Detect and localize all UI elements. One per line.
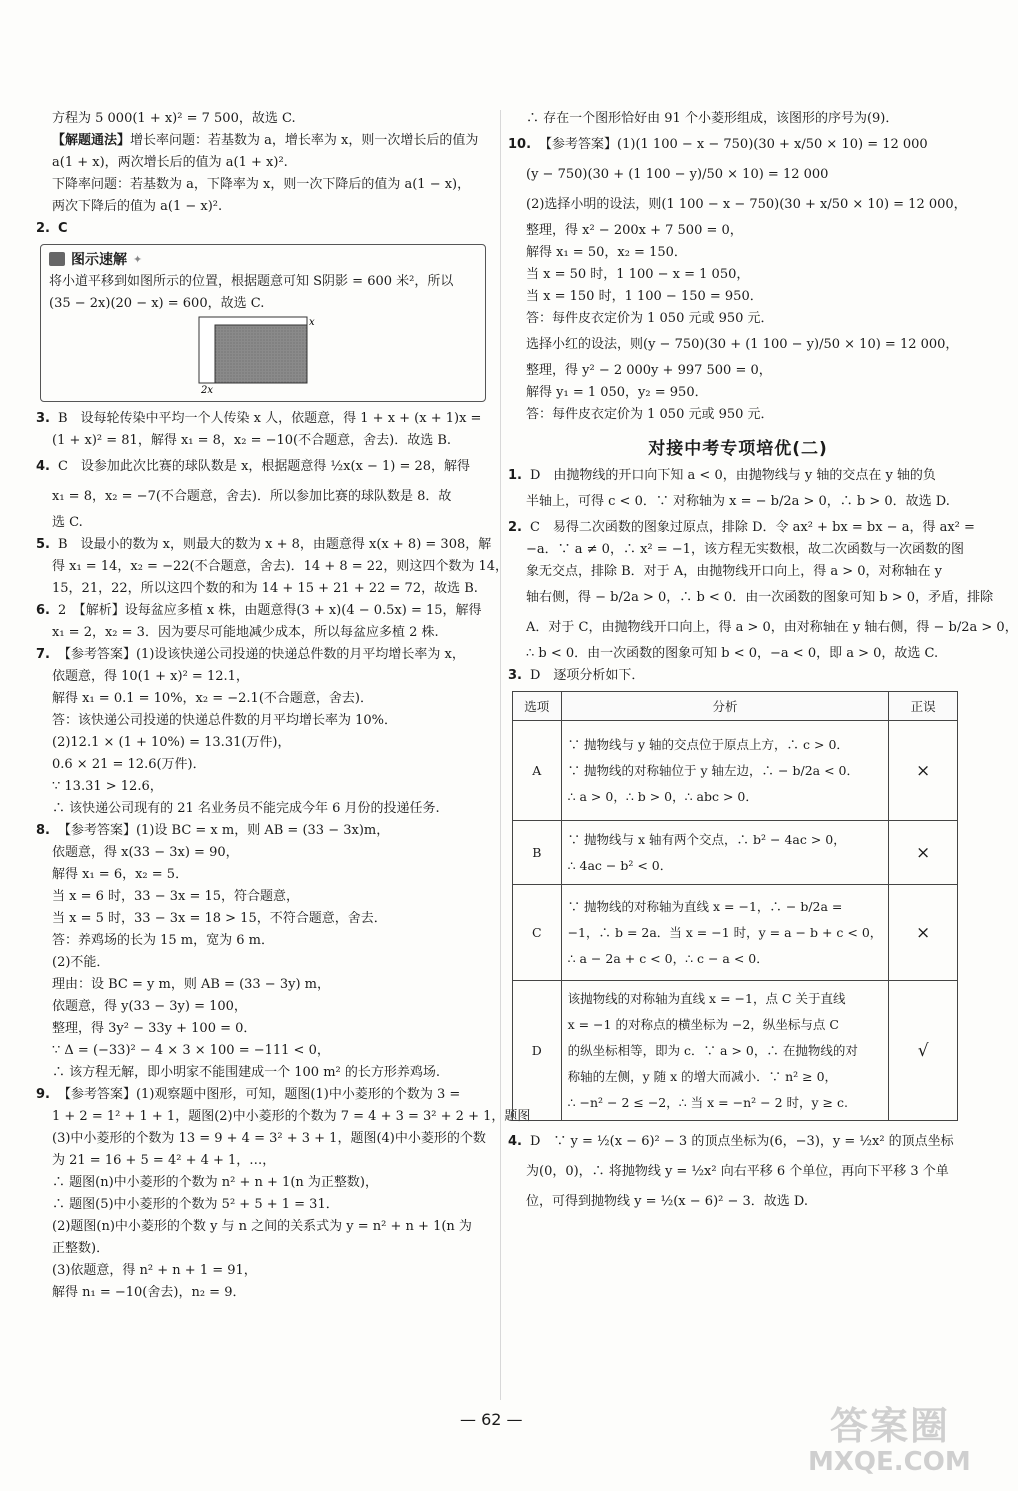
text-line: ∴ 存在一个图形恰好由 91 个小菱形组成，该图形的序号为(9)． (526, 111, 899, 126)
text-line: 当 x = 150 时，1 100 − 150 = 950． (526, 289, 763, 304)
text-line: 选 C. (52, 515, 83, 530)
analysis-cell: ∵ 抛物线的对称轴为直线 x = −1，∴ − b/2a = −1，∴ b = 2a．当 x = −1 时，y = a − b + c < 0， ∴ a − 2a + c < 0，∴ c − a < 0． (561, 885, 889, 981)
text-line: 为 21 = 16 + 5 = 4² + 4 + 1，…， (52, 1153, 276, 1168)
text-line: 15，21，22，所以这四个数的和为 14 + 15 + 21 + 22 = 72，故选 B. (52, 581, 478, 596)
shaded-area (215, 325, 307, 383)
text-line: 整理，得 y² − 2 000y + 997 500 = 0， (526, 363, 772, 378)
text-line: 依题意，得 x(33 − 3x) = 90， (52, 845, 239, 860)
right-column (508, 108, 1018, 1217)
text-line: 得 x₁ = 14，x₂ = −22(不合题意，舍去)．14 + 8 = 22，则这四个数为 14， (52, 559, 508, 574)
question-10: 10. 【参考答案】(1)(1 100 − x − 750)(30 + x/50 × 10) = 12 000 (508, 137, 928, 152)
text-line: 答：每件皮衣定价为 1 050 元或 950 元． (526, 311, 774, 326)
question-r2: 2. C 易得二次函数的图象过原点，排除 D．令 ax² + bx = bx − a，得 ax² = (508, 520, 975, 535)
text-line: 解得 x₁ = 0.1 = 10%，x₂ = −2.1(不合题意，舍去)． (52, 691, 373, 706)
analysis-table (512, 691, 958, 1121)
text-line: 象无交点，排除 B．对于 A，由抛物线开口向上，得 a > 0，对称轴在 y (526, 564, 942, 579)
path-diagram (191, 315, 321, 395)
text-line: (3)依题意，得 n² + n + 1 = 91， (52, 1263, 257, 1278)
book-icon (49, 252, 65, 266)
text-line: 方程为 5 000(1 + x)² = 7 500，故选 C. (52, 111, 296, 126)
text-line: (2)题图(n)中小菱形的个数 y 与 n 之间的关系式为 y = n² + n + 1(n 为 (52, 1219, 472, 1234)
question-3: 3. B 设每轮传染中平均一个人传染 x 人，依题意，得 1 + x + (x + 1)x = (36, 411, 482, 426)
tip-line: 两次下降后的值为 a(1 − x)². (52, 199, 223, 214)
text-line: (2)选择小明的设法，则(1 100 − x − 750)(30 + x/50 × 10) = 12 000， (526, 197, 967, 212)
question-7: 7. 【参考答案】(1)设该快递公司投递的快递总件数的月平均增长率为 x， (36, 647, 465, 662)
text-line: 答：每件皮衣定价为 1 050 元或 950 元． (526, 407, 774, 422)
left-column (36, 108, 531, 1304)
result-cell: √ (889, 981, 958, 1121)
analysis-cell: ∵ 抛物线与 x 轴有两个交点，∴ b² − 4ac > 0， ∴ 4ac − b² < 0． (561, 821, 889, 885)
question-4: 4. C 设参加此次比赛的球队数是 x，根据题意得 ½x(x − 1) = 28，解得 (36, 459, 471, 474)
text-line: 当 x = 50 时，1 100 − x = 1 050， (526, 267, 750, 282)
text-line: 正整数)． (52, 1241, 110, 1256)
tip-line: 【解题通法】增长率问题：若基数为 a，增长率为 x，则一次增长后的值为 (52, 133, 479, 148)
text-line: 1 + 2 = 1² + 1 + 1，题图(2)中小菱形的个数为 7 = 4 + 3 = 3² + 2 + 1，题图 (52, 1109, 531, 1124)
box-header: 图示速解 ✦ (49, 249, 477, 269)
question-r4: 4. D ∵ y = ½(x − 6)² − 3 的顶点坐标为(6，−3)，y = ½x² 的顶点坐标 (508, 1134, 954, 1149)
question-r3: 3. D 逐项分析如下． (508, 668, 645, 683)
result-cell: × (889, 885, 958, 981)
text-line: −a．∵ a ≠ 0，∴ x² = −1，该方程无实数根，故二次函数与一次函数的图 (526, 542, 964, 557)
label-x: x (309, 317, 315, 328)
text-line: 解得 n₁ = −10(舍去)，n₂ = 9． (52, 1285, 246, 1300)
box-line: (35 − 2x)(20 − x) = 600，故选 C. (49, 296, 265, 311)
analysis-cell: 该抛物线的对称轴为直线 x = −1，点 C 关于直线 x = −1 的对称点的横坐标为 −2，纵坐标与点 C 的纵坐标相等，即为 c．∵ a > 0，∴ 在抛物线的对 称轴的左侧，y 随 x 的增大而减小．∵ n² ≥ 0， ∴ −n² − 2 ≤ −2，∴ 当 x = −n² − 2 时，y ≥ c. (561, 981, 889, 1121)
page-number: — 62 — (460, 1410, 523, 1429)
box-line: 将小道平移到如图所示的位置，根据题意可知 S阴影 = 600 米²，所以 (49, 274, 454, 289)
section-title: 对接中考专项培优(二) (648, 439, 828, 459)
diagram-solution-box (40, 244, 486, 402)
tip-line: a(1 + x)，两次增长后的值为 a(1 + x)². (52, 155, 288, 170)
text-line: ∵ Δ = (−33)² − 4 × 3 × 100 = −111 < 0， (52, 1043, 330, 1058)
option-cell: B (513, 821, 562, 885)
text-line: ∴ 该方程无解，即小明家不能围建成一个 100 m² 的长方形养鸡场. (52, 1065, 441, 1080)
option-cell: A (513, 721, 562, 821)
question-9: 9. 【参考答案】(1)观察题中图形，可知，题图(1)中小菱形的个数为 3 = (36, 1087, 461, 1102)
question-2: 2. C (36, 221, 68, 236)
table-row (513, 981, 958, 1121)
question-8: 8. 【参考答案】(1)设 BC = x m，则 AB = (33 − 3x)m， (36, 823, 390, 838)
text-line: 解得 y₁ = 1 050，y₂ = 950． (526, 385, 708, 400)
text-line: 答：该快递公司投递的快递总件数的月平均增长率为 10%． (52, 713, 398, 728)
question-6: 6. 2 【解析】设每盆应多植 x 株，由题意得(3 + x)(4 − 0.5x) = 15，解得 (36, 603, 482, 618)
tip-tag: 【解题通法】 (52, 133, 131, 148)
text-line: (y − 750)(30 + (1 100 − y)/50 × 10) = 12 000 (526, 167, 829, 182)
table-header: 选项 (513, 692, 562, 721)
text-line: 当 x = 6 时，33 − 3x = 15，符合题意， (52, 889, 300, 904)
text-line: x₁ = 2，x₂ = 3．因为要尽可能地减少成本，所以每盆应多植 2 株. (52, 625, 439, 640)
text-line: 当 x = 5 时，33 − 3x = 18 > 15，不符合题意，舍去． (52, 911, 387, 926)
text-line: (2)不能． (52, 955, 110, 970)
question-5: 5. B 设最小的数为 x，则最大的数为 x + 8，由题意得 x(x + 8) = 308，解 (36, 537, 492, 552)
result-cell: × (889, 721, 958, 821)
text-line: ∴ b < 0．由一次函数的图象可知 b < 0，−a < 0，即 a > 0，故选 C. (526, 646, 939, 661)
text-line: 半轴上，可得 c < 0．∵ 对称轴为 x = − b/2a > 0，∴ b > 0．故选 D. (526, 494, 950, 509)
watermark-url: MXQE.COM (808, 1447, 971, 1477)
text-line: 依题意，得 10(1 + x)² = 12.1， (52, 669, 249, 684)
result-cell: × (889, 821, 958, 885)
text-line: ∴ 题图(5)中小菱形的个数为 5² + 5 + 1 = 31． (52, 1197, 339, 1212)
text-line: x₁ = 8，x₂ = −7(不合题意，舍去)．所以参加比赛的球队数是 8．故 (52, 489, 452, 504)
table-header-row (513, 692, 958, 721)
text-line: 选择小红的设法，则(y − 750)(30 + (1 100 − y)/50 × 10) = 12 000， (526, 337, 959, 352)
text-line: (3)中小菱形的个数为 13 = 9 + 4 = 3² + 3 + 1，题图(4)中小菱形的个数 (52, 1131, 486, 1146)
table-row (513, 885, 958, 981)
text-line: ∴ 题图(n)中小菱形的个数为 n² + n + 1(n 为正整数)， (52, 1175, 378, 1190)
table-row (513, 821, 958, 885)
table-row (513, 721, 958, 821)
text-line: A．对于 C，由抛物线开口向上，得 a > 0，由对称轴在 y 轴右侧，得 − b/2a > 0， (526, 620, 1018, 635)
text-line: 轴右侧，得 − b/2a > 0，∴ b < 0．由一次函数的图象可知 b > 0，矛盾，排除 (526, 590, 994, 605)
text-line: 位，可得到抛物线 y = ½(x − 6)² − 3．故选 D. (526, 1194, 809, 1209)
text-line: ∴ 该快递公司现有的 21 名业务员不能完成今年 6 月份的投递任务. (52, 801, 440, 816)
text-line: 理由：设 BC = y m，则 AB = (33 − 3y) m， (52, 977, 330, 992)
text-line: (1 + x)² = 81，解得 x₁ = 8，x₂ = −10(不合题意，舍去)．故选 B. (52, 433, 452, 448)
text-line: 解得 x₁ = 50，x₂ = 150． (526, 245, 687, 260)
text-line: ∵ 13.31 > 12.6， (52, 779, 163, 794)
text-line: 0.6 × 21 = 12.6(万件)． (52, 757, 206, 772)
text-line: 整理，得 3y² − 33y + 100 = 0． (52, 1021, 257, 1036)
question-r1: 1. D 由抛物线的开口向下知 a < 0，由抛物线与 y 轴的交点在 y 轴的负 (508, 468, 936, 483)
option-cell: D (513, 981, 562, 1121)
label-2x: 2x (201, 385, 214, 396)
text-line: 为(0，0)，∴ 将抛物线 y = ½x² 向右平移 6 个单位，再向下平移 3 个单 (526, 1164, 949, 1179)
text-line: (2)12.1 × (1 + 10%) = 13.31(万件)， (52, 735, 291, 750)
watermark-logo: 答案圈 (830, 1404, 951, 1448)
table-header: 分析 (561, 692, 889, 721)
option-cell: C (513, 885, 562, 981)
text-line: 依题意，得 y(33 − 3y) = 100， (52, 999, 247, 1014)
text-line: 答：养鸡场的长为 15 m，宽为 6 m． (52, 933, 274, 948)
arrow-decoration-icon: ✦ (133, 252, 143, 266)
tip-line: 下降率问题：若基数为 a，下降率为 x，则一次下降后的值为 a(1 − x)， (52, 177, 471, 192)
text-line: 整理，得 x² − 200x + 7 500 = 0， (526, 223, 743, 238)
table-header: 正误 (889, 692, 958, 721)
text-line: 解得 x₁ = 6，x₂ = 5． (52, 867, 189, 882)
analysis-cell: ∵ 抛物线与 y 轴的交点位于原点上方，∴ c > 0． ∵ 抛物线的对称轴位于 y 轴左边，∴ − b/2a < 0． ∴ a > 0，∴ b > 0，∴ abc > 0． (561, 721, 889, 821)
column-divider (500, 110, 501, 1400)
